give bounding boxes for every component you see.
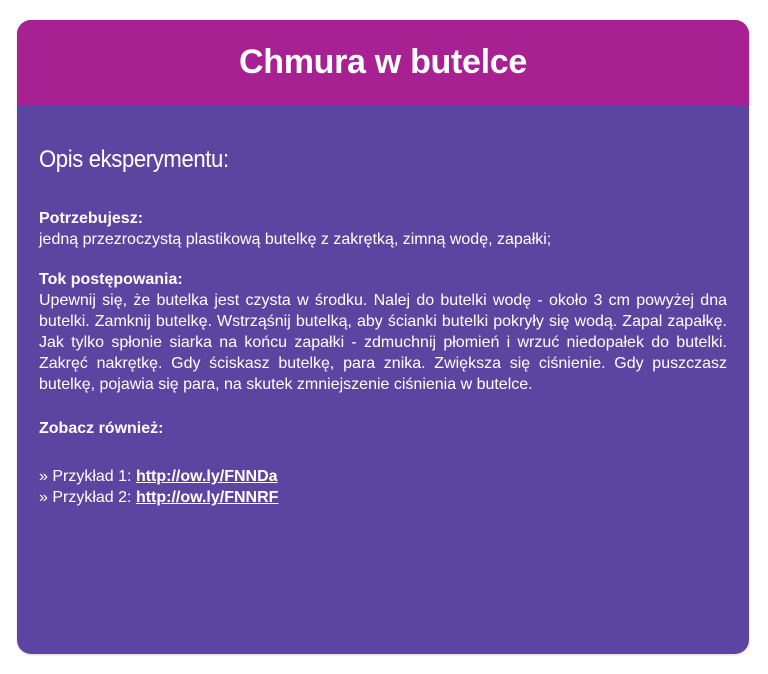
needs-label: Potrzebujesz: <box>39 210 144 227</box>
example-link-1[interactable]: http://ow.ly/FNNDa <box>135 468 278 485</box>
card-body <box>17 145 749 508</box>
section-heading: Opis eksperymentu: <box>39 146 229 173</box>
experiment-card <box>17 20 749 654</box>
steps-label: Tok postępowania: <box>39 271 183 288</box>
example-link-prefix: » Przykład 2: <box>39 489 136 506</box>
steps-section <box>39 270 727 395</box>
needs-section <box>39 209 727 250</box>
see-also-links <box>39 466 727 508</box>
see-also-section <box>39 419 727 508</box>
example-link-prefix: » Przykład 1: <box>39 468 136 485</box>
steps-text: Upewnij się, że butelka jest czysta w środku. Nalej do butelki wodę - około 3 cm powyżej dna butelki. Zamknij butelkę. Wstrząśnij butelką, aby ścianki butelki pokryły się wodą. Zapal zapałkę. Jak tylko spłonie siarka na końcu zapałki - zdmuchnij płomień i wrzuć niedopałek do butelki. Zakręć nakrętkę. Gdy ściskasz butelkę, para znika. Zwiększa się ciśnienie. Gdy puszczasz butelkę, pojawia się para, na skutek zmniejszenie ciśnienia w butelce. <box>39 292 727 393</box>
needs-text: jedną przezroczystą plastikową butelkę z zakrętką, zimną wodę, zapałki; <box>39 231 552 248</box>
see-also-label: Zobacz również: <box>39 420 164 437</box>
example-link-2[interactable]: http://ow.ly/FNNRF <box>135 489 279 506</box>
example-link-row <box>39 487 727 508</box>
example-link-row <box>39 466 727 487</box>
card-header <box>17 20 749 105</box>
card-title: Chmura w butelce <box>238 43 528 81</box>
